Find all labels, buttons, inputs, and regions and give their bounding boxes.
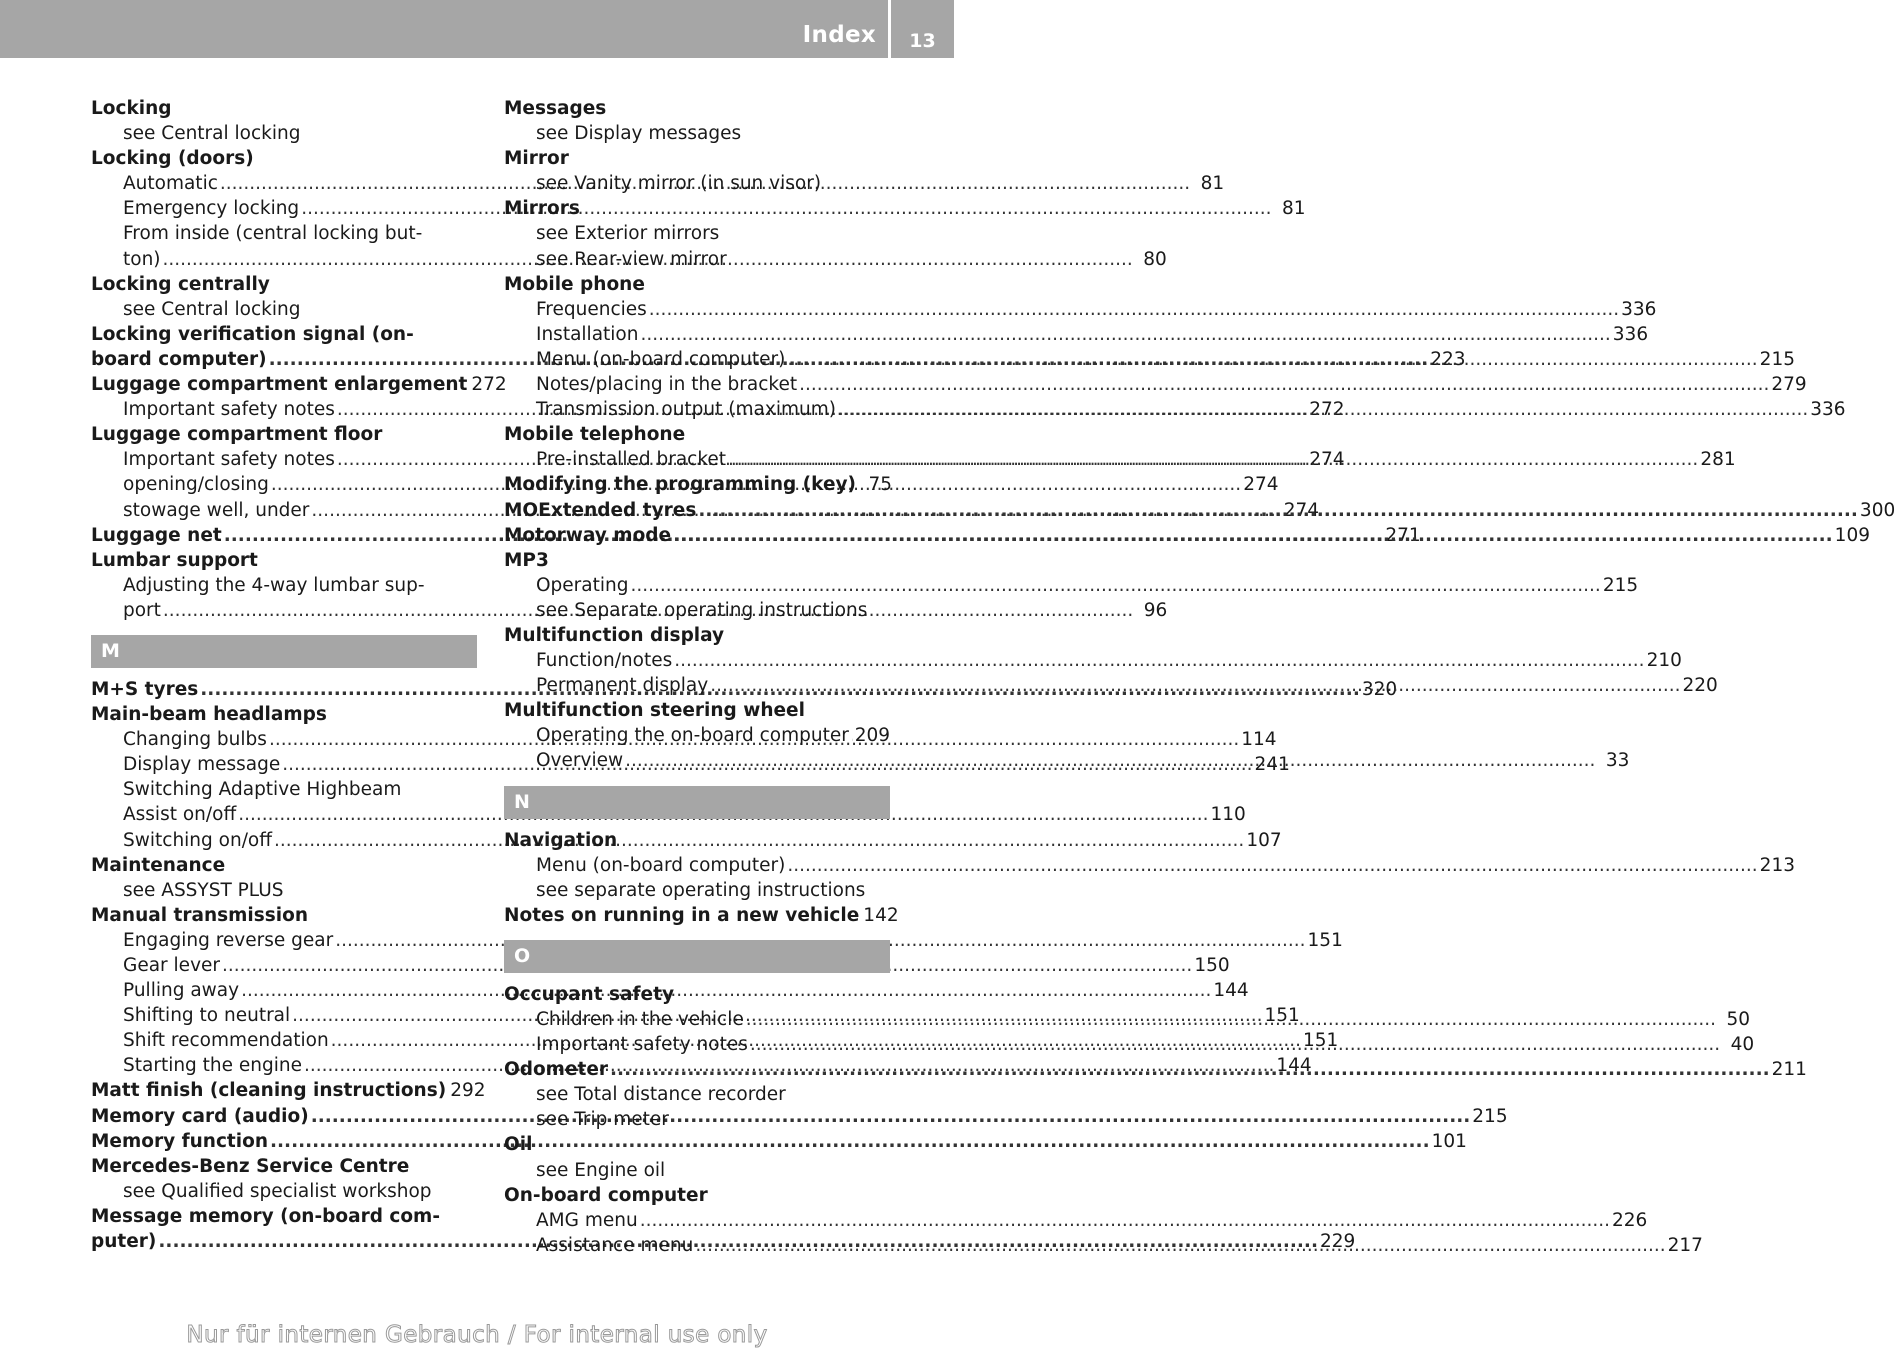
page-reference: 272 (471, 374, 507, 396)
entry-text: Odometer (504, 1059, 609, 1081)
index-subentry (504, 723, 890, 748)
page-reference: 223 (1430, 348, 1466, 370)
entry-text: Display message (123, 754, 281, 776)
index-entry (504, 96, 890, 121)
entry-text: Memory card (audio) (91, 1105, 309, 1127)
entry-text: M+S tyres (91, 678, 199, 700)
section-header: N (504, 786, 890, 819)
index-entry (91, 1204, 477, 1229)
index-entry (504, 903, 899, 928)
index-subentry (504, 573, 1639, 598)
index-subentry (504, 221, 890, 246)
index-subentry (91, 221, 477, 246)
entry-text: Luggage compartment enlargement (91, 374, 468, 396)
entry-text: Message memory (on-board com- (91, 1205, 441, 1227)
entry-text: On-board computer (504, 1184, 708, 1206)
entry-text: see Display messages (536, 123, 742, 145)
entry-text: Mirror (504, 148, 569, 170)
index-subentry (91, 953, 1230, 978)
entry-text: see Trip meter (536, 1109, 669, 1131)
entry-text: board computer) (91, 348, 267, 370)
page-reference: 336 (1810, 399, 1846, 421)
entry-text: Important safety notes (536, 1034, 748, 1056)
entry-text: Occupant safety (504, 983, 675, 1005)
entry-text: Multifunction display (504, 624, 725, 646)
leader-dots (640, 1208, 1610, 1233)
index-subentry (504, 372, 1807, 397)
index-subentry (504, 853, 1795, 878)
entry-text: Mobile phone (504, 273, 645, 295)
page-reference: 151 (1307, 929, 1343, 951)
page-reference: 215 (1472, 1105, 1508, 1127)
page-reference: 281 (1700, 449, 1736, 471)
page-reference: 274 (1243, 474, 1279, 496)
entry-text: Automatic (123, 173, 218, 195)
leader-dots (750, 1032, 1720, 1057)
index-subentry (504, 1107, 890, 1132)
index-subentry (91, 297, 477, 322)
entry-text: Lumbar support (91, 549, 258, 571)
page-reference: 144 (1213, 980, 1249, 1002)
entry-text: Modifying the programming (key) (504, 474, 857, 496)
index-subentry (504, 1208, 1648, 1233)
page-reference: 229 (1319, 1231, 1356, 1253)
entry-text: Important safety notes (123, 449, 335, 471)
page-reference: 336 (1612, 323, 1649, 345)
entry-text: MOExtended tyres (504, 499, 697, 521)
entry-text: see Central locking (123, 298, 301, 320)
entry-text: Emergency locking (123, 198, 300, 220)
entry-text: Important safety notes (123, 399, 335, 421)
index-entry (91, 853, 477, 878)
entry-text: opening/closing (123, 474, 269, 496)
index-subentry (504, 1082, 890, 1107)
index-entry (91, 903, 477, 928)
index-entry (91, 422, 477, 447)
page-reference: 80 (1143, 248, 1167, 270)
leader-dots (695, 1233, 1665, 1258)
entry-text: Switching Adaptive Highbeam (123, 779, 402, 801)
index-subentry (504, 598, 890, 623)
index-entry (504, 548, 890, 573)
page-reference: 209 (854, 725, 890, 747)
page-reference: 50 (1726, 1009, 1751, 1030)
page-reference: 109 (1834, 524, 1870, 546)
entry-text: Locking verification signal (on- (91, 323, 414, 345)
page-reference: 274 (1283, 499, 1320, 521)
leader-dots (673, 523, 1833, 548)
entry-text: Adjusting the 4-way lumbar sup- (123, 574, 425, 596)
entry-text: see Engine oil (536, 1159, 666, 1181)
index-entry (504, 272, 890, 297)
entry-text: Starting the engine (123, 1055, 303, 1077)
index-entry (504, 1183, 890, 1208)
index-subentry (504, 121, 890, 146)
page-reference: 101 (1431, 1130, 1467, 1152)
entry-text: From inside (central locking but- (123, 223, 423, 245)
page-reference: 151 (1264, 1005, 1300, 1027)
page-reference: 210 (1646, 650, 1682, 672)
index-entry (91, 372, 507, 397)
page-reference: 211 (1771, 1059, 1807, 1081)
leader-dots (311, 1104, 1471, 1129)
leader-dots (610, 1057, 1770, 1082)
entry-text: Luggage compartment floor (91, 424, 383, 446)
page-reference: 96 (1143, 599, 1168, 621)
leader-dots (698, 498, 1858, 523)
index-subentry (91, 878, 477, 903)
index-entry (91, 1078, 486, 1103)
entry-text: Gear lever (123, 955, 220, 976)
page-reference: 142 (863, 904, 899, 926)
entry-text: Memory function (91, 1130, 268, 1152)
entry-text: Multifunction steering wheel (504, 700, 805, 722)
entry-text: see ASSYST PLUS (123, 879, 284, 901)
section-header: M (91, 635, 477, 668)
page-reference: 81 (1281, 198, 1306, 220)
entry-text: Mirrors (504, 198, 580, 220)
entry-text: ton) (123, 248, 161, 270)
leader-dots (674, 648, 1644, 673)
leader-dots (649, 297, 1619, 322)
index-entry (91, 548, 477, 573)
index-subentry (91, 802, 1246, 827)
entry-text: Locking (91, 98, 172, 119)
page-reference: 320 (1361, 678, 1398, 700)
entry-text: Main-beam headlamps (91, 704, 327, 726)
index-entry (91, 322, 477, 347)
entry-text: Assist on/off (123, 804, 237, 826)
entry-text: Switching on/off (123, 829, 272, 851)
entry-text: Notes on running in a new vehicle (504, 904, 860, 926)
index-subentry (504, 171, 890, 196)
page-number: 13 (909, 30, 936, 52)
entry-text: Frequencies (536, 298, 647, 320)
leader-dots (640, 322, 1610, 347)
page-reference: 33 (1605, 750, 1630, 772)
entry-text: Children in the vehicle (536, 1009, 744, 1030)
entry-text: Overview (536, 750, 624, 772)
entry-text: Shifting to neutral (123, 1005, 291, 1027)
entry-text: Operating the on-board computer (536, 725, 849, 747)
entry-text: Engaging reverse gear (123, 929, 334, 951)
index-subentry (91, 928, 1343, 953)
index-entry (91, 272, 477, 297)
index-subentry (91, 121, 477, 146)
index-entry (504, 472, 893, 497)
page-reference: 226 (1612, 1209, 1648, 1231)
index-subentry (91, 1179, 477, 1204)
page-reference: 300 (1859, 499, 1895, 521)
index-subentry (504, 1158, 890, 1183)
index-subentry (504, 878, 890, 903)
page-reference: 213 (1759, 854, 1795, 876)
page-reference: 81 (1200, 173, 1225, 195)
entry-text: Navigation (504, 829, 618, 851)
leader-dots (851, 723, 853, 748)
page-reference: 274 (1309, 449, 1345, 471)
index-entry (91, 96, 477, 121)
entry-text: Assistance menu (536, 1234, 694, 1256)
index-subentry (91, 573, 477, 598)
entry-text: Menu (on-board computer) (536, 348, 786, 370)
entry-text: Operating (536, 574, 629, 596)
entry-text: port (123, 599, 161, 621)
entry-text: Permanent display (536, 675, 709, 697)
entry-text: Locking centrally (91, 273, 270, 295)
entry-text: Function/notes (536, 650, 673, 672)
index-entry (504, 698, 890, 723)
index-entry (504, 422, 890, 447)
entry-text: Manual transmission (91, 904, 308, 926)
page-header (0, 0, 954, 58)
entry-text: Transmission output (maximum) (536, 399, 836, 421)
entry-text: Oil (504, 1134, 533, 1156)
footer-watermark: Nur für internen Gebrauch / For internal use only (186, 1322, 768, 1348)
entry-text: Installation (536, 323, 639, 345)
entry-text: Motorway mode (504, 524, 672, 546)
page-reference: 292 (450, 1080, 486, 1102)
entry-text: Mercedes-Benz Service Centre (91, 1155, 410, 1177)
entry-text: Messages (504, 98, 607, 119)
page-reference: 75 (868, 474, 893, 496)
entry-text: Changing bulbs (123, 729, 267, 751)
entry-text: AMG menu (536, 1209, 638, 1231)
entry-text: MP3 (504, 549, 549, 571)
page-reference: 272 (1309, 399, 1345, 421)
entry-text: see Qualified specialist workshop (123, 1180, 432, 1202)
leader-dots (746, 1007, 1716, 1032)
page-reference: 271 (1385, 524, 1421, 546)
index-entry (504, 828, 890, 853)
leader-dots (631, 573, 1601, 598)
leader-dots (838, 397, 1808, 422)
entry-text: see Separate operating instructions (536, 599, 868, 621)
page-reference: 336 (1621, 298, 1657, 320)
index-subentry (504, 648, 1682, 673)
entry-text: see Central locking (123, 123, 301, 145)
entry-text: see Vanity mirror (in sun visor) (536, 173, 822, 195)
index-entry (91, 1154, 477, 1179)
entry-text: stowage well, under (123, 499, 310, 521)
leader-dots (625, 748, 1595, 773)
index-entry (91, 702, 477, 727)
index-subentry (504, 247, 890, 272)
entry-text: Matt finish (cleaning instructions) (91, 1080, 447, 1102)
page-reference: 110 (1210, 804, 1246, 826)
page-reference: 40 (1730, 1034, 1755, 1056)
leader-dots (787, 347, 1757, 372)
entry-text: Luggage net (91, 524, 222, 546)
page-reference: 151 (1302, 1030, 1339, 1052)
entry-text: Shift recommendation (123, 1030, 329, 1052)
index-entry (504, 982, 890, 1007)
leader-dots (799, 372, 1769, 397)
page-reference: 241 (1254, 754, 1290, 776)
index-entry (91, 146, 477, 171)
leader-dots (710, 673, 1680, 698)
entry-text: Pre-installed bracket (536, 449, 727, 471)
leader-dots (728, 447, 1698, 472)
entry-text: see separate operating instructions (536, 879, 866, 901)
page-reference: 220 (1682, 675, 1718, 697)
leader-dots (787, 853, 1757, 878)
entry-text: Menu (on-board computer) (536, 854, 786, 876)
page-reference: 215 (1602, 574, 1639, 596)
index-entry (504, 1132, 890, 1157)
entry-text: see Exterior mirrors (536, 223, 720, 245)
index-entry (504, 196, 890, 221)
entry-text: see Rear-view mirror (536, 248, 727, 270)
entry-text: see Total distance recorder (536, 1084, 786, 1106)
section-header: O (504, 940, 890, 973)
entry-text: Pulling away (123, 980, 240, 1002)
entry-text: Notes/placing in the bracket (536, 374, 798, 396)
page-reference: 114 (1241, 729, 1277, 751)
page-reference: 107 (1246, 829, 1282, 851)
page-reference: 217 (1667, 1234, 1703, 1256)
entry-text: Maintenance (91, 854, 226, 876)
entry-text: puter) (91, 1231, 157, 1253)
index-subentry (504, 322, 1649, 347)
page-reference: 279 (1771, 374, 1807, 396)
entry-text: Locking (doors) (91, 148, 254, 170)
header-title: Index (802, 22, 876, 48)
page-reference: 215 (1759, 348, 1795, 370)
entry-text: Mobile telephone (504, 424, 686, 446)
index-entry (504, 146, 890, 171)
index-entry (504, 623, 890, 648)
page-reference: 144 (1276, 1055, 1312, 1077)
index-subentry (91, 777, 477, 802)
page-reference: 150 (1194, 955, 1230, 976)
index-subentry (504, 297, 1657, 322)
